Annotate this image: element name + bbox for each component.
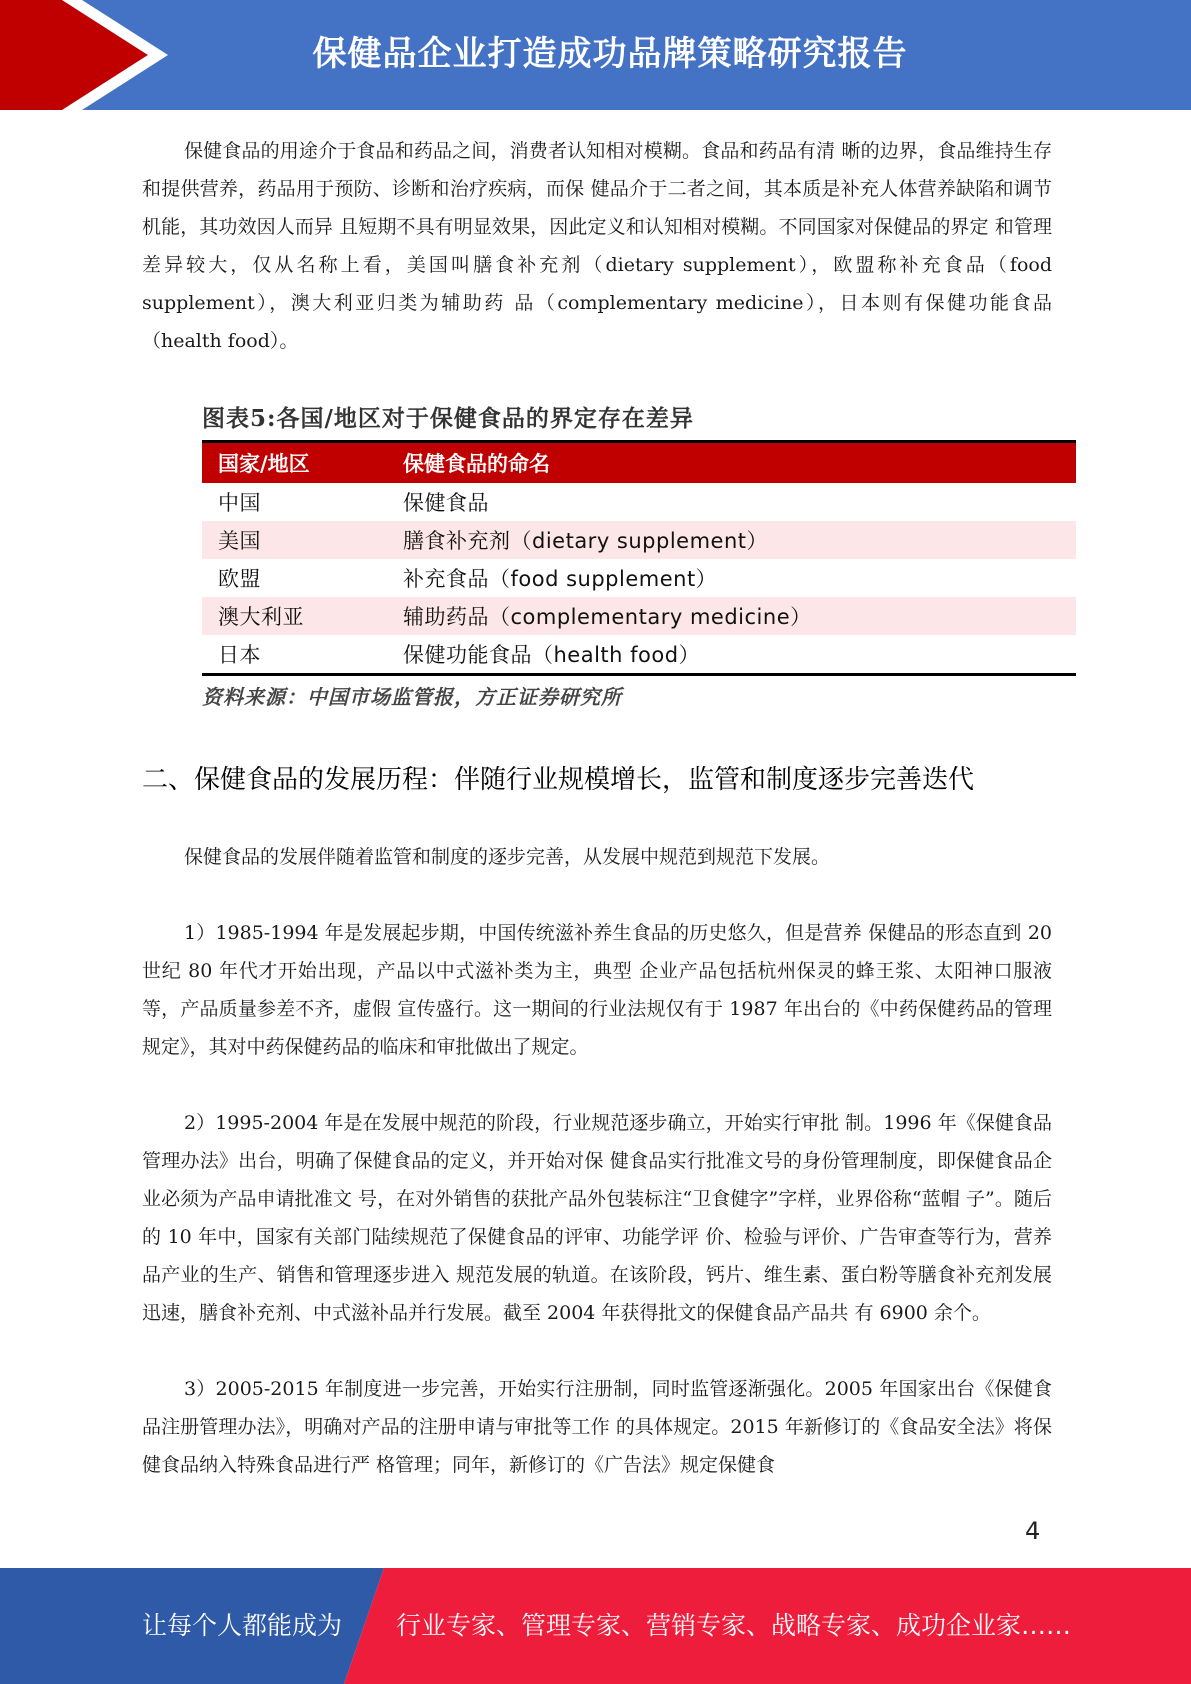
page-header — [0, 0, 1191, 110]
table-row — [202, 597, 1076, 635]
naming-cell: 保健功能食品（health food） — [403, 643, 701, 667]
region-cell: 美国 — [202, 521, 387, 559]
region-cell: 中国 — [218, 491, 261, 515]
footer-slogan-left: 让每个人都能成为 — [142, 1611, 343, 1640]
page-number: 4 — [1025, 1517, 1041, 1545]
column-header-name: 保健食品的命名 — [387, 442, 1076, 484]
naming-cell: 补充食品（food supplement） — [403, 567, 718, 591]
naming-cell: 保健食品 — [403, 491, 489, 515]
table-row — [202, 559, 1076, 597]
intro-paragraph: 保健食品的用途介于食品和药品之间，消费者认知相对模糊。食品和药品有清 晰的边界，食品维持生存和提供营养，药品用于预防、诊断和治疗疾病，而保 健品介于二者之间，其本质是补充人体营养缺陷和调节机能，其功效因人而异 且短期不具有明显效果，因此定义和认知相对模糊。不同国家对保健品的界定 和管理差异较大，仅从名称上看，美国叫膳食补充剂（dietary supplement），欧盟称补充食品（food supplement），澳大利亚归类为辅助药 品（complementary medicine），日本则有保健功能食品（health food）。 — [142, 140, 1052, 352]
footer-slogan-right: 行业专家、管理专家、营销专家、战略专家、成功企业家…… — [396, 1611, 1072, 1640]
region-cell: 日本 — [218, 643, 261, 667]
table-row — [202, 635, 1076, 675]
page-footer — [0, 1568, 1191, 1684]
table-header-row — [202, 442, 1076, 484]
section-paragraph: 3）2005-2015 年制度进一步完善，开始实行注册制，同时监管逐渐强化。2005 年国家出台《保健食品注册管理办法》，明确对产品的注册申请与审批等工作 的具体规定。2015 年新修订的《食品安全法》将保健食品纳入特殊食品进行严 格管理；同年，新修订的《广告法》规定保健食 — [142, 1378, 1052, 1476]
intro-section — [142, 132, 1052, 360]
table-row — [202, 483, 1076, 521]
naming-cell: 辅助药品（complementary medicine） — [387, 597, 1076, 635]
section-heading: 二、保健食品的发展历程：伴随行业规模增长，监管和制度逐步完善迭代 — [142, 765, 975, 795]
section-paragraph: 保健食品的发展伴随着监管和制度的逐步完善，从发展中规范到规范下发展。 — [184, 846, 831, 868]
figure-title: 图表5:各国/地区对于保健食品的界定存在差异 — [202, 405, 694, 432]
definition-table — [202, 440, 1076, 676]
region-cell: 澳大利亚 — [202, 597, 387, 635]
table-row — [202, 521, 1076, 559]
figure-5 — [202, 400, 1076, 716]
naming-cell: 膳食补充剂（dietary supplement） — [387, 521, 1076, 559]
history-section — [142, 838, 1052, 1484]
figure-source: 资料来源：中国市场监管报，方正证券研究所 — [202, 685, 622, 709]
report-title: 保健品企业打造成功品牌策略研究报告 — [312, 34, 908, 74]
section-paragraph: 2）1995-2004 年是在发展中规范的阶段，行业规范逐步确立，开始实行审批 制。1996 年《保健食品管理办法》出台，明确了保健食品的定义，并开始对保 健食品实行批准文号的身份管理制度，即保健食品企业必须为产品申请批准文 号，在对外销售的获批产品外包装标注“卫食健字”字样，业界俗称“蓝帽 子”。随后的 10 年中，国家有关部门陆续规范了保健食品的评审、功能学评 价、检验与评价、广告审查等行为，营养品产业的生产、销售和管理逐步进入 规范发展的轨道。在该阶段，钙片、维生素、蛋白粉等膳食补充剂发展迅速，膳食补充剂、中式滋补品并行发展。截至 2004 年获得批文的保健食品产品共 有 6900 余个。 — [142, 1112, 1052, 1324]
region-cell: 欧盟 — [218, 567, 261, 591]
column-header-region: 国家/地区 — [202, 442, 387, 484]
section-paragraph: 1）1985-1994 年是发展起步期，中国传统滋补养生食品的历史悠久，但是营养 保健品的形态直到 20 世纪 80 年代才开始出现，产品以中式滋补类为主，典型 企业产品包括杭州保灵的蜂王浆、太阳神口服液等，产品质量参差不齐，虚假 宣传盛行。这一期间的行业法规仅有于 1987 年出台的《中药保健药品的管理 规定》，其对中药保健药品的临床和审批做出了规定。 — [142, 922, 1052, 1058]
